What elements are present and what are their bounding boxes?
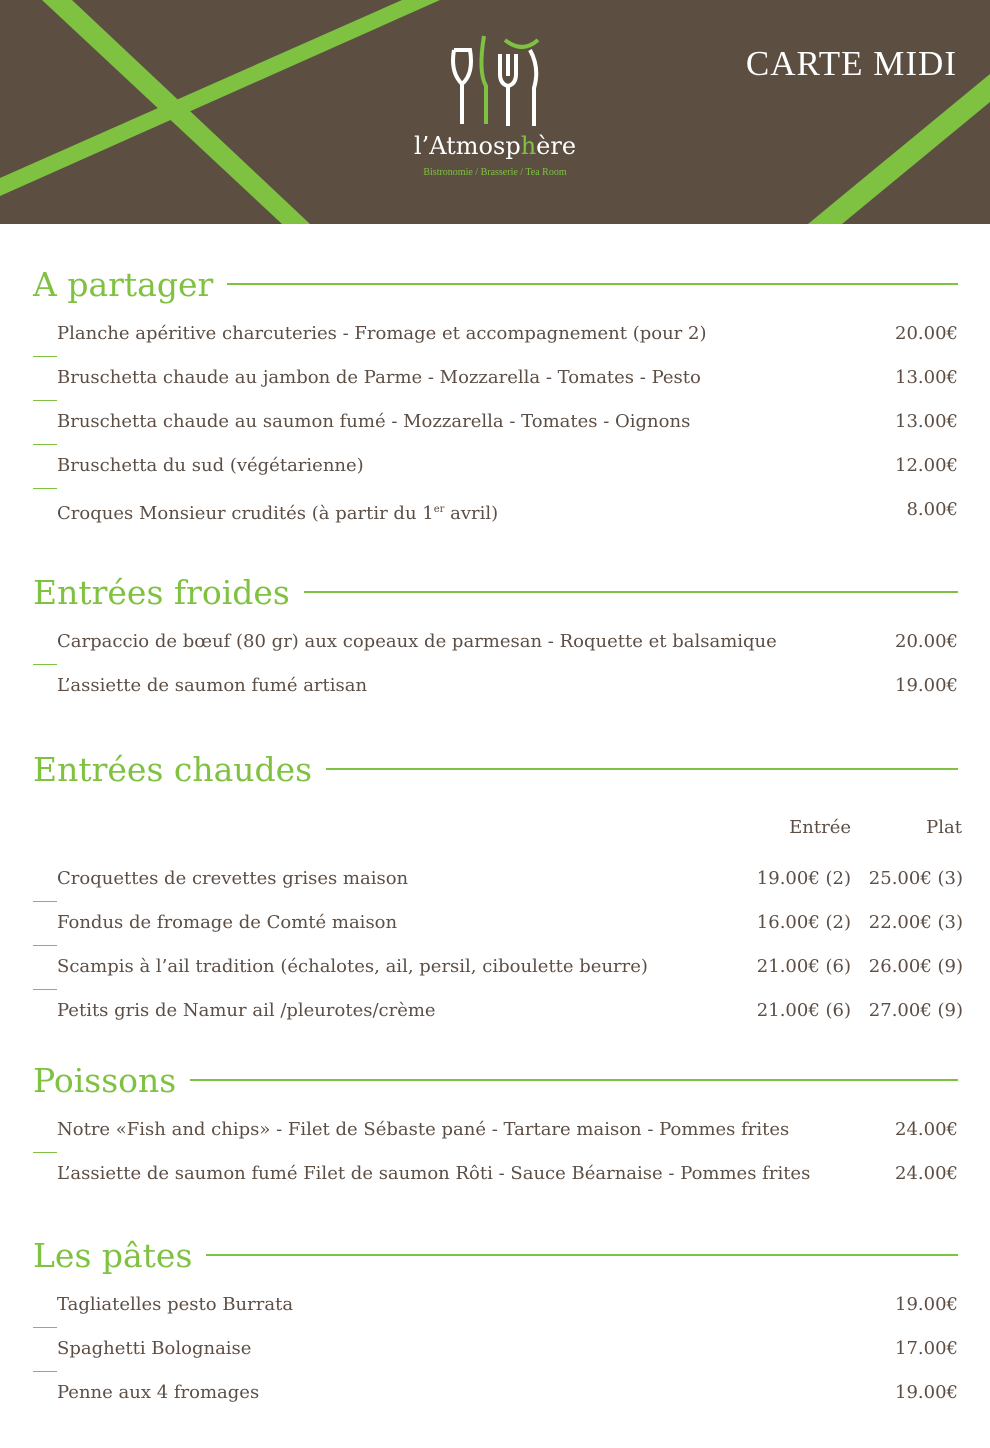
item-price: 17.00€: [895, 1338, 958, 1359]
section-entrees-froides: [33, 570, 958, 718]
page-title: CARTE MIDI: [745, 44, 957, 83]
item-name: Spaghetti Bolognaise: [57, 1338, 252, 1359]
section-poissons: [33, 1058, 958, 1206]
item-price-plat: 26.00€ (9): [868, 956, 963, 977]
heading-rule: [227, 283, 958, 285]
item-divider: [33, 356, 57, 357]
menu-item: [33, 322, 958, 366]
item-price: 20.00€: [895, 323, 958, 344]
item-price: 19.00€: [895, 675, 958, 696]
item-price: 13.00€: [895, 411, 958, 432]
price-column-headers: [33, 817, 962, 867]
item-name: Penne aux 4 fromages: [57, 1382, 260, 1403]
item-name: L’assiette de saumon fumé Filet de saumon Rôti - Sauce Béarnaise - Pommes frites: [57, 1163, 811, 1184]
item-price: 24.00€: [895, 1163, 958, 1184]
menu-item: [33, 454, 958, 498]
item-price: 19.00€: [895, 1294, 958, 1315]
item-price-plat: 27.00€ (9): [868, 1000, 963, 1021]
section-heading: [33, 262, 958, 306]
item-name: Bruschetta chaude au saumon fumé - Mozzarella - Tomates - Oignons: [57, 411, 691, 432]
item-divider: [33, 664, 57, 665]
item-divider: [33, 488, 57, 489]
menu-item: [33, 1381, 958, 1425]
section-a-partager: [33, 262, 958, 542]
menu-item: [33, 955, 963, 999]
item-divider: [33, 1371, 57, 1372]
menu-item: [33, 867, 963, 911]
item-name: Scampis à l’ail tradition (échalotes, ail, persil, ciboulette beurre): [57, 956, 648, 977]
section-title: A partager: [33, 264, 214, 304]
section-title: Entrées chaudes: [33, 749, 313, 789]
item-price: 13.00€: [895, 367, 958, 388]
menu-item: [33, 366, 958, 410]
item-price-plat: 25.00€ (3): [868, 868, 963, 889]
menu-item: [33, 1337, 958, 1381]
item-price: 19.00€: [895, 1382, 958, 1403]
item-name: Bruschetta chaude au jambon de Parme - Mozzarella - Tomates - Pesto: [57, 367, 701, 388]
section-entrees-chaudes: [33, 747, 963, 1043]
menu-item: [33, 1293, 958, 1337]
item-name: Petits gris de Namur ail /pleurotes/crème: [57, 1000, 436, 1021]
section-les-pates: [33, 1233, 958, 1425]
brand-tagline: Bistronomie / Brasserie / Tea Room: [423, 167, 567, 178]
menu-item: [33, 498, 958, 542]
column-header-plat: Plat: [926, 817, 962, 838]
column-header-entree: Entrée: [789, 817, 851, 838]
item-price: 24.00€: [895, 1119, 958, 1140]
section-heading: [33, 747, 958, 791]
logo: [400, 32, 590, 182]
item-name: Croquettes de crevettes grises maison: [57, 868, 409, 889]
menu-item: [33, 1118, 958, 1162]
item-price-entree: 21.00€ (6): [756, 956, 851, 977]
item-price: 20.00€: [895, 631, 958, 652]
section-heading: [33, 1233, 958, 1277]
cutlery-logo-icon: [450, 32, 540, 132]
section-title: Les pâtes: [33, 1235, 193, 1275]
heading-rule: [190, 1079, 958, 1081]
item-price-plat: 22.00€ (3): [868, 912, 963, 933]
item-price-entree: 21.00€ (6): [756, 1000, 851, 1021]
heading-rule: [326, 768, 958, 770]
section-title: Poissons: [33, 1060, 177, 1100]
heading-rule: [304, 591, 958, 593]
menu-item: [33, 911, 963, 955]
item-divider: [33, 400, 57, 401]
item-name: Bruschetta du sud (végétarienne): [57, 455, 364, 476]
item-name: L’assiette de saumon fumé artisan: [57, 675, 368, 696]
item-name: Croques Monsieur crudités (à partir du 1er avril): [57, 503, 499, 524]
section-title: Entrées froides: [33, 572, 290, 612]
menu-item: [33, 630, 958, 674]
item-divider: [33, 1152, 57, 1153]
header-banner: [0, 0, 990, 224]
item-divider: [33, 945, 57, 946]
menu-item: [33, 410, 958, 454]
item-divider: [33, 444, 57, 445]
item-price: 8.00€: [906, 499, 958, 520]
section-heading: [33, 1058, 958, 1102]
heading-rule: [206, 1254, 958, 1256]
item-name: Planche apéritive charcuteries - Fromage et accompagnement (pour 2): [57, 323, 707, 344]
brand-name: l’Atmosphère: [413, 132, 577, 160]
item-name: Notre «Fish and chips» - Filet de Sébaste pané - Tartare maison - Pommes frites: [57, 1119, 790, 1140]
item-price-entree: 19.00€ (2): [756, 868, 851, 889]
item-price: 12.00€: [895, 455, 958, 476]
item-name: Tagliatelles pesto Burrata: [57, 1294, 294, 1315]
section-heading: [33, 570, 958, 614]
item-divider: [33, 1327, 57, 1328]
menu-item: [33, 674, 958, 718]
menu-item: [33, 1162, 958, 1206]
item-name: Carpaccio de bœuf (80 gr) aux copeaux de parmesan - Roquette et balsamique: [57, 631, 777, 652]
item-divider: [33, 989, 57, 990]
menu-item: [33, 999, 963, 1043]
item-divider: [33, 901, 57, 902]
item-price-entree: 16.00€ (2): [756, 912, 851, 933]
item-name: Fondus de fromage de Comté maison: [57, 912, 398, 933]
